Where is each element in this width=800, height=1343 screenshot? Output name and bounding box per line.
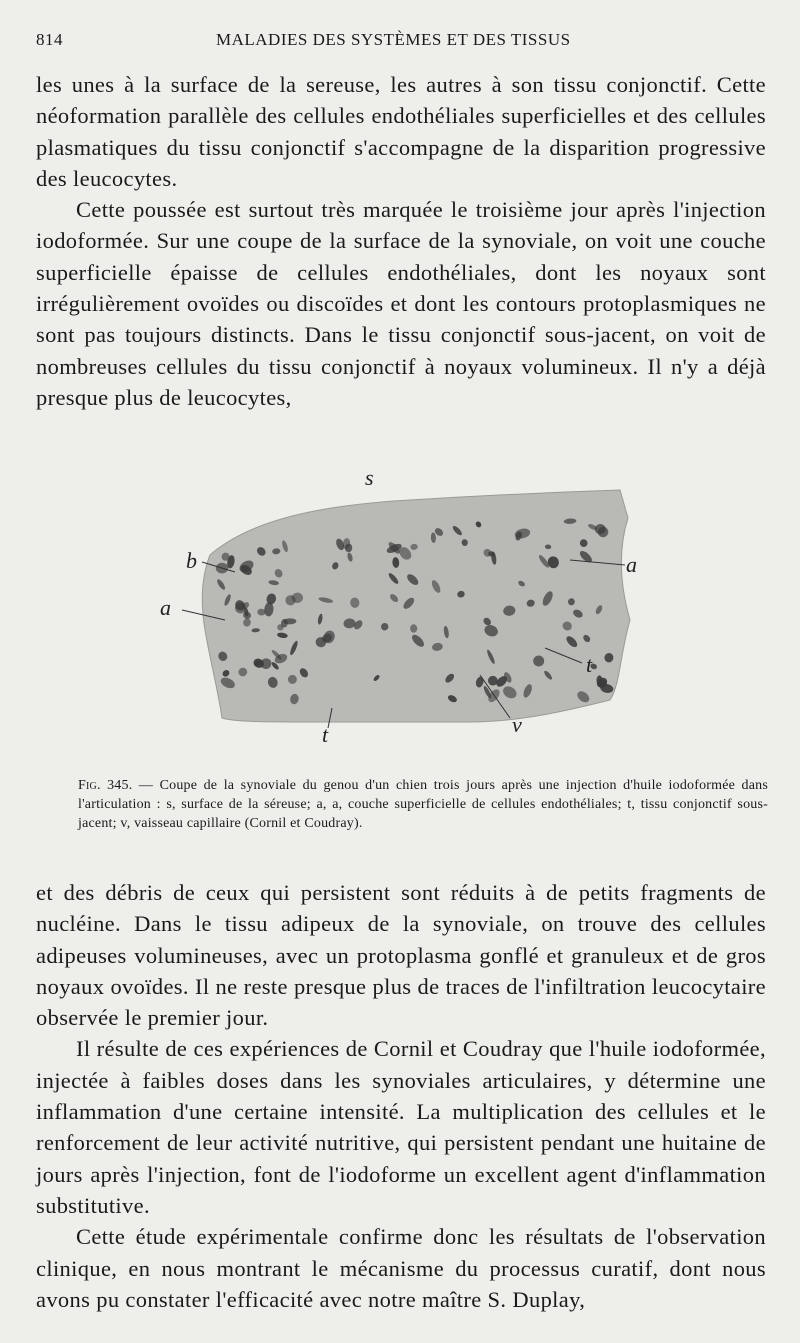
paragraph: Cette poussée est surtout très marquée le troisième jour après l'injection iodoformée. Sur une coupe de la surface de la synoviale, on voit une couche superficielle épaisse de cellules endothéliales, dont les noyaux sont irrégulièrement ovoïdes ou discoïdes et dont les contours protoplasmiques ne sont pas toujours distincts. Dans le tissu conjonctif sous-jacent, on voit de nombreuses cellules du tissu conjonctif à noyaux volumineux. Il n'y a déjà presque plus de leucocytes, [36, 197, 766, 410]
paragraph: et des débris de ceux qui persistent sont réduits à de petits fragments de nucléine. Dans le tissu adipeux de la synoviale, on trouve des cellules adipeuses volumineuses, avec un protoplasma gonflé et granuleux et de gros noyaux ovoïdes. Il ne reste presque plus de traces de l'infiltration leucocytaire observée le premier jour. [36, 880, 766, 1031]
running-title: MALADIES DES SYSTÈMES ET DES TISSUS [216, 30, 571, 49]
figure-number: Fig. 345. [78, 778, 133, 793]
label-b: b [186, 548, 197, 573]
label-t-right: t [586, 652, 593, 677]
label-a-left: a [160, 595, 171, 620]
page-number: 814 [36, 30, 63, 49]
paragraph: les unes à la surface de la sereuse, les autres à son tissu conjonctif. Cette néoformation parallèle des cellules endothéliales superficielles et des cellules plasmatiques du tissu conjonctif s'accompagne de la disparition progressive des leucocytes. [36, 72, 766, 191]
caption-text: — Coupe de la synoviale du genou d'un chien trois jours après une injection d'huile iodoformée dans l'articulation : s, surface de la séreuse; a, a, couche superficielle de cellules endothéliales; t, tissu conjonctif sous-jacent; v, vaisseau capillaire (Cornil et Coudray). [78, 778, 769, 831]
paragraph: Il résulte de ces expériences de Cornil et Coudray que l'huile iodoformée, injectée à faibles doses dans les synoviales articulaires, y détermine une inflammation d'une certaine intensité. La multiplication des cellules et le renforcement de leur activité nutritive, qui persistent pendant une huitaine de jours après l'injection, font de l'iodoforme un excellent agent d'inflammation substitutive. [36, 1036, 766, 1218]
histology-figure [150, 460, 670, 750]
paragraph: Cette étude expérimentale confirme donc les résultats de l'observation clinique, en nous montrant le mécanisme du processus curatif, dont nous avons pu constater l'efficacité avec notre maître S. Duplay, [36, 1224, 766, 1312]
label-v: v [512, 712, 522, 737]
body-text-top [36, 69, 766, 413]
label-t-bottom: t [322, 722, 329, 747]
running-header [36, 30, 766, 58]
figure-caption [78, 776, 768, 833]
body-text-bottom [36, 877, 766, 1315]
label-s: s [365, 465, 374, 490]
label-a-right: a [626, 552, 637, 577]
